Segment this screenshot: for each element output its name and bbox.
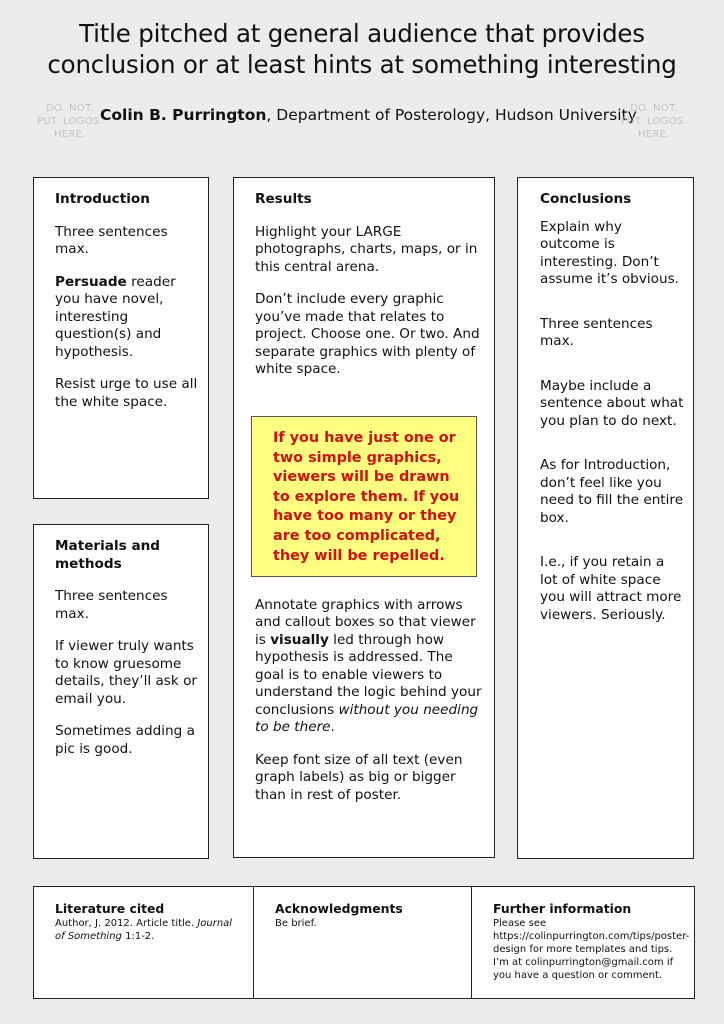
conclusions-box <box>517 177 694 859</box>
poster-title <box>20 18 704 80</box>
results-p1: Highlight your LARGE photographs, charts, maps, or in this central arena. <box>255 223 478 275</box>
results-p3 <box>255 597 486 737</box>
acknowledgments-cell <box>253 887 471 998</box>
conclusions-heading: Conclusions <box>540 191 632 207</box>
results-p2: Don’t include every graphic you’ve made that relates to project. Choose one. Or two. And separate graphics with plenty of white space. <box>255 291 480 377</box>
conclusions-p3: Maybe include a sentence about what you plan to do next. <box>540 377 684 429</box>
materials-heading: Materials and methods <box>55 538 161 572</box>
materials-p1: Three sentences max. <box>55 588 168 622</box>
introduction-p2-rest: reader you have novel, interesting question(s) and hypothesis. <box>55 273 176 360</box>
logo-note-right <box>614 102 694 141</box>
results-p3-a: Annotate graphics with arrows and callout boxes so that viewer is <box>255 596 476 648</box>
results-p3-italic: without you needing to be there <box>255 701 479 735</box>
literature-text-a: Author, J. 2012. Article title. <box>55 918 198 929</box>
literature-journal: Journal of Something <box>55 918 233 942</box>
logo-note-left <box>30 102 110 141</box>
literature-text-b: 1:1-2. <box>121 931 155 942</box>
logo-note-right-line-3: HERE. <box>638 129 670 140</box>
logo-note-left-line-3: HERE. <box>54 129 86 140</box>
logo-note-right-line-1: DO. NOT. <box>630 103 678 114</box>
author-byline <box>100 106 637 124</box>
materials-p2: If viewer truly wants to know gruesome details, they’ll ask or email you. <box>55 638 197 707</box>
introduction-heading: Introduction <box>55 191 150 207</box>
materials-p3: Sometimes adding a pic is good. <box>55 723 195 757</box>
logo-note-left-line-1: DO. NOT. <box>46 103 94 114</box>
further-info-heading: Further information <box>493 901 632 916</box>
further-info-text: Please see https://colinpurrington.com/tips/poster-design for more templates and tips. I’m at colinpurrington@gmail.com if you have a question or comment. <box>493 918 690 981</box>
introduction-p3: Resist urge to use all the white space. <box>55 376 198 410</box>
author-affiliation: , Department of Posterology, Hudson University <box>266 106 637 124</box>
acknowledgments-heading: Acknowledgments <box>275 901 403 916</box>
footer-panel <box>33 886 695 999</box>
conclusions-p5: I.e., if you retain a lot of white space you will attract more viewers. Seriously. <box>540 554 682 623</box>
literature-cell <box>34 887 253 998</box>
author-name: Colin B. Purrington <box>100 106 267 124</box>
introduction-p2 <box>55 274 200 362</box>
poster-title-line-1: Title pitched at general audience that provides <box>79 19 645 48</box>
conclusions-p4: As for Introduction, don’t feel like you need to fill the entire box. <box>540 457 684 526</box>
acknowledgments-text: Be brief. <box>275 918 317 929</box>
literature-text <box>55 917 253 943</box>
results-p3-c: . <box>330 719 335 735</box>
further-info-cell <box>471 887 694 998</box>
results-callout: If you have just one or two simple graphics, viewers will be drawn to explore them. If you have too many or they are too complicated, they will be repelled. <box>251 416 477 577</box>
introduction-box <box>33 177 209 499</box>
results-p3-bold: visually <box>270 631 329 648</box>
introduction-p1: Three sentences max. <box>55 223 168 257</box>
literature-heading: Literature cited <box>55 901 165 916</box>
results-heading: Results <box>255 191 312 207</box>
poster-title-line-2: conclusion or at least hints at something interesting <box>47 50 677 79</box>
conclusions-p1: Explain why outcome is interesting. Don’t assume it’s obvious. <box>540 218 679 287</box>
materials-box <box>33 524 209 859</box>
introduction-p2-bold: Persuade <box>55 273 127 290</box>
logo-note-right-line-2: PUT. LOGOS. <box>620 116 688 127</box>
logo-note-left-line-2: PUT. LOGOS. <box>36 116 104 127</box>
results-p4: Keep font size of all text (even graph labels) as big or bigger than in rest of poster. <box>255 751 463 803</box>
conclusions-p2: Three sentences max. <box>540 315 653 349</box>
results-p3-b: led through how hypothesis is addressed. The goal is to enable viewers to understand the logic behind your conclusions <box>255 631 482 718</box>
